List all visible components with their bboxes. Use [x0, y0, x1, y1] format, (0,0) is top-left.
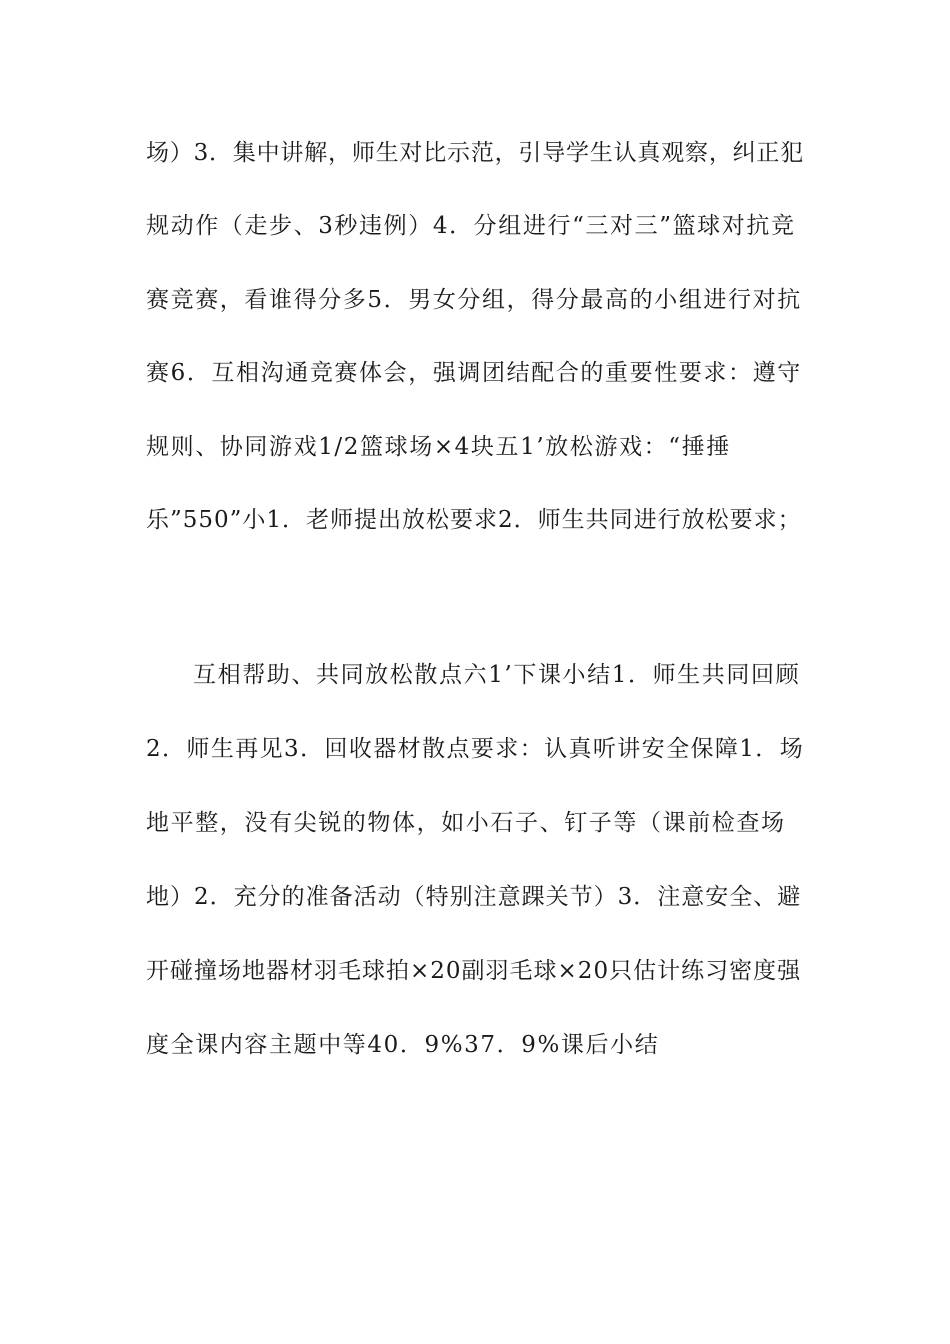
text-line: 地）2．充分的准备活动（特别注意踝关节）3．注意安全、避 [146, 884, 802, 910]
text-line: 赛6．互相沟通竞赛体会，强调团结配合的重要性要求：遵守 [146, 360, 802, 386]
text-line: 开碰撞场地器材羽毛球拍×20副羽毛球×20只估计练习密度强 [146, 958, 802, 984]
text-line: 赛竞赛，看谁得分多5．男女分组，得分最高的小组进行对抗 [146, 287, 802, 313]
text-line: 规动作（走步、3秒违例）4．分组进行“三对三”篮球对抗竞 [146, 213, 796, 239]
text-line: 2．师生再见3．回收器材散点要求：认真听讲安全保障1．场 [146, 736, 805, 762]
text-line: 场）3．集中讲解，师生对比示范，引导学生认真观察，纠正犯 [146, 140, 805, 166]
text-line: 度全课内容主题中等40．9%37．9%课后小结 [146, 1032, 660, 1058]
text-line: 乐”550”小1．老师提出放松要求2．师生共同进行放松要求； [146, 507, 802, 533]
text-line: 互相帮助、共同放松散点六1’下课小结1．师生共同回顾 [193, 662, 801, 688]
text-line: 地平整，没有尖锐的物体，如小石子、钉子等（课前检查场 [146, 810, 786, 836]
text-line: 规则、协同游戏1/2篮球场×4块五1’放松游戏：“捶捶 [146, 434, 731, 460]
